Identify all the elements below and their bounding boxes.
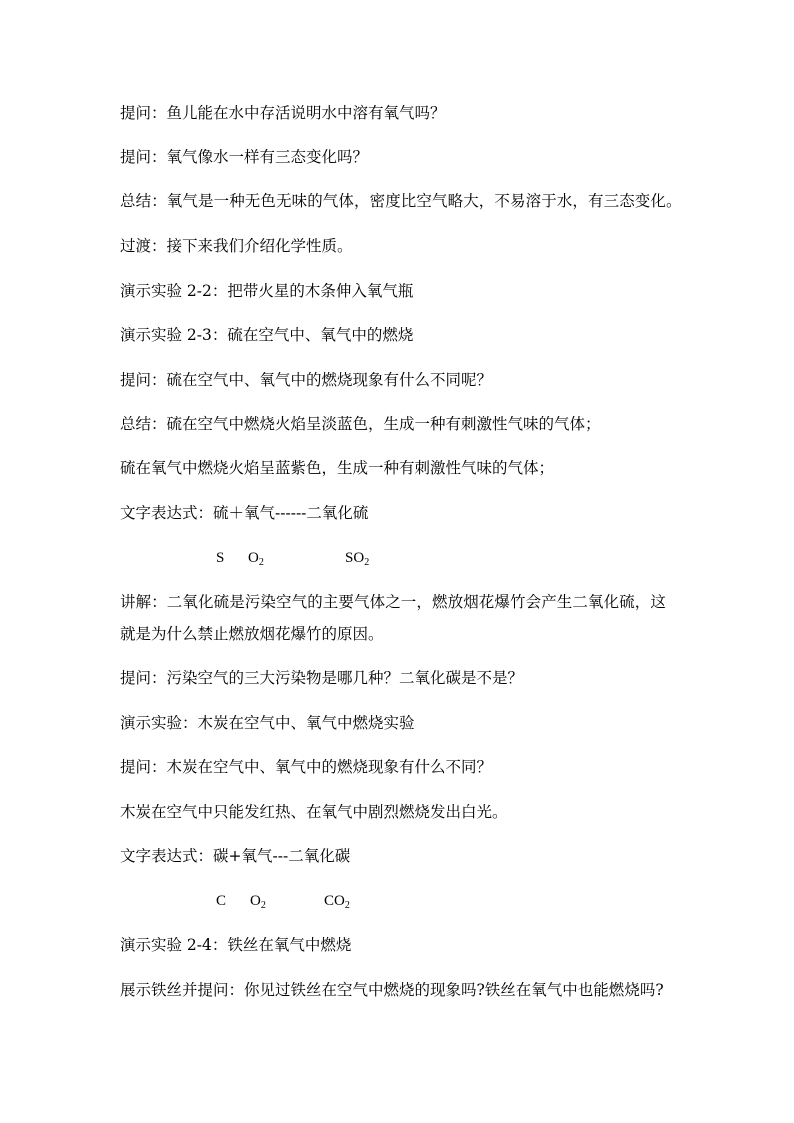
formula-o2: $O_2$ (248, 550, 264, 568)
demo-experiment-2-3: 演示实验 2-3：硫在空气中、氧气中的燃烧 (120, 326, 414, 344)
question-iron-wire: 展示铁丝并提问：你见过铁丝在空气中燃烧的现象吗?铁丝在氧气中也能燃烧吗? (120, 981, 664, 999)
word-equation-carbon: 文字表达式：碳+氧气---二氧化碳 (120, 847, 351, 865)
sulfur-in-oxygen: 硫在氧气中燃烧火焰呈蓝紫色，生成一种有刺激性气味的气体； (120, 459, 555, 477)
formula-co2: $CO_2$ (324, 893, 350, 911)
summary-sulfur-in-air: 总结：硫在空气中燃烧火焰呈淡蓝色，生成一种有刺激性气味的气体； (120, 415, 601, 433)
demo-charcoal-burning: 演示实验：木炭在空气中、氧气中燃烧实验 (120, 714, 415, 732)
explanation-sulfur-dioxide-cont: 就是为什么禁止燃放烟花爆竹的原因。 (120, 625, 384, 643)
formula-s: S (216, 550, 225, 566)
explanation-sulfur-dioxide: 讲解：二氧化硫是污染空气的主要气体之一，燃放烟花爆竹会产生二氧化硫，这 (120, 593, 667, 611)
summary-oxygen-properties: 总结：氧气是一种无色无味的气体，密度比空气略大，不易溶于水，有三态变化。 (120, 192, 682, 210)
word-equation-sulfur: 文字表达式：硫＋氧气------二氧化硫 (120, 504, 369, 522)
transition-chemical-properties: 过渡：接下来我们介绍化学性质。 (120, 237, 353, 255)
question-fish-oxygen: 提问：鱼儿能在水中存活说明水中溶有氧气吗？ (120, 104, 446, 122)
formula-o2: $O_2$ (250, 893, 266, 911)
formula-so2: $SO_2$ (345, 550, 370, 568)
demo-experiment-2-4: 演示实验 2-4：铁丝在氧气中燃烧 (120, 936, 352, 954)
question-sulfur-burning: 提问：硫在空气中、氧气中的燃烧现象有什么不同呢？ (120, 371, 493, 389)
charcoal-observation: 木炭在空气中只能发红热、在氧气中剧烈燃烧发出白光。 (120, 803, 508, 821)
question-three-pollutants: 提问：污染空气的三大污染物是哪几种？二氧化碳是不是？ (120, 669, 524, 687)
demo-experiment-2-2: 演示实验 2-2：把带火星的木条伸入氧气瓶 (120, 282, 414, 300)
question-charcoal-burning: 提问：木炭在空气中、氧气中的燃烧现象有什么不同？ (120, 758, 493, 776)
question-three-states: 提问：氧气像水一样有三态变化吗？ (120, 148, 369, 166)
formula-c: C (216, 893, 227, 909)
